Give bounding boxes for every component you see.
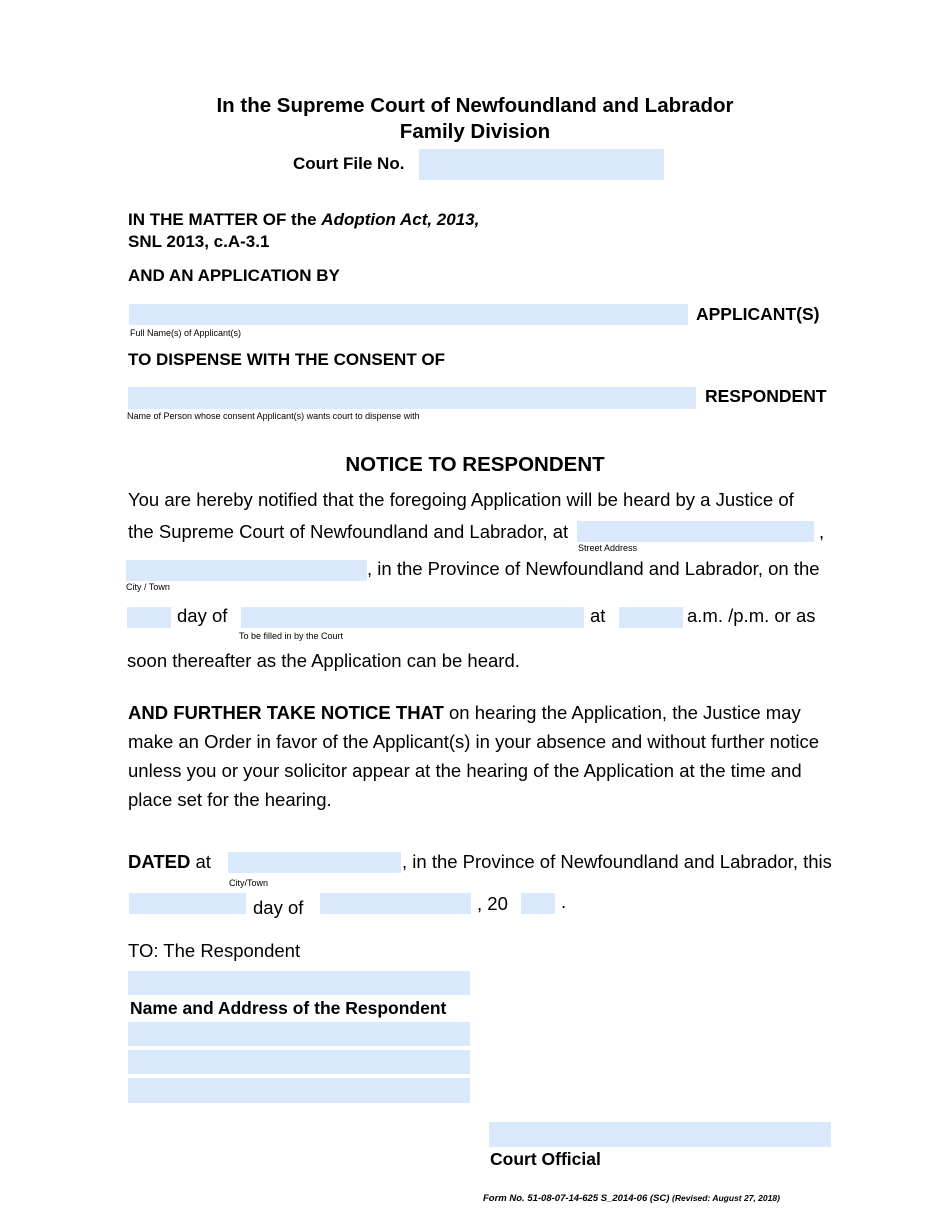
dated-at: at bbox=[190, 851, 211, 872]
dated-month-field[interactable] bbox=[320, 893, 471, 914]
notice-at: at bbox=[590, 605, 606, 626]
applicants-caption: Full Name(s) of Applicant(s) bbox=[130, 328, 242, 338]
court-title: In the Supreme Court of Newfoundland and Labrador bbox=[216, 94, 734, 117]
court-file-number-field[interactable] bbox=[419, 149, 664, 180]
further-line-3: unless you or your solicitor appear at the hearing of the Application at the time and bbox=[128, 760, 802, 781]
notice-day-of: day of bbox=[177, 605, 228, 626]
further-line-1 bbox=[128, 702, 801, 724]
street-address-field[interactable] bbox=[577, 521, 814, 542]
respondent-name-field[interactable] bbox=[128, 387, 696, 409]
application-by-heading: AND AN APPLICATION BY bbox=[128, 266, 340, 285]
matter-line bbox=[128, 210, 479, 230]
act-citation: SNL 2013, c.A-3.1 bbox=[128, 232, 270, 251]
city-town-field[interactable] bbox=[126, 560, 367, 581]
respondent-name-address-field[interactable] bbox=[128, 971, 470, 995]
applicant-names-field[interactable] bbox=[129, 304, 688, 325]
name-address-label: Name and Address of the Respondent bbox=[130, 998, 447, 1018]
matter-prefix: IN THE MATTER OF the bbox=[128, 210, 317, 229]
hearing-month-field[interactable] bbox=[241, 607, 584, 628]
court-file-label: Court File No. bbox=[293, 154, 405, 173]
respondent-caption: Name of Person whose consent Applicant(s) wants court to dispense with bbox=[127, 411, 420, 421]
hearing-time-field[interactable] bbox=[619, 607, 683, 628]
respondent-address-line-2[interactable] bbox=[128, 1050, 470, 1074]
street-address-caption: Street Address bbox=[578, 543, 638, 553]
further-line-1-rest: on hearing the Application, the Justice may bbox=[443, 702, 801, 723]
dated-year-field[interactable] bbox=[521, 893, 555, 914]
respondent-address-line-3[interactable] bbox=[128, 1078, 470, 1103]
notice-title: NOTICE TO RESPONDENT bbox=[345, 453, 605, 476]
dated-bold: DATED bbox=[128, 851, 191, 872]
act-name: Adoption Act, 2013, bbox=[321, 210, 480, 229]
respondent-address-line-1[interactable] bbox=[128, 1022, 470, 1046]
notice-line-3: , in the Province of Newfoundland and Labrador, on the bbox=[367, 558, 820, 579]
to-respondent-line: TO: The Respondent bbox=[128, 940, 301, 961]
dispense-heading: TO DISPENSE WITH THE CONSENT OF bbox=[128, 350, 446, 369]
notice-line-1: You are hereby notified that the foregoing Application will be heard by a Justice of bbox=[128, 489, 794, 510]
further-line-2: make an Order in favor of the Applicant(s) in your absence and without further notice bbox=[128, 731, 820, 752]
further-lead: AND FURTHER TAKE NOTICE THAT bbox=[128, 702, 444, 723]
revised-date: (Revised: August 27, 2018) bbox=[672, 1193, 780, 1203]
notice-comma: , bbox=[819, 521, 825, 542]
further-line-4: place set for the hearing. bbox=[128, 789, 332, 810]
respondent-label: RESPONDENT bbox=[705, 386, 827, 406]
court-official-signature-field[interactable] bbox=[489, 1122, 831, 1147]
dated-rest: , in the Province of Newfoundland and Labrador, this bbox=[402, 851, 832, 872]
hearing-day-field[interactable] bbox=[127, 607, 171, 628]
dated-day-field[interactable] bbox=[129, 893, 246, 914]
form-number: Form No. 51-08-07-14-625 S_2014-06 (SC) bbox=[483, 1193, 670, 1204]
city-town-caption: City / Town bbox=[126, 582, 170, 592]
dated-day-of: day of bbox=[253, 897, 304, 918]
dated-period: . bbox=[561, 891, 567, 912]
dated-year-prefix: , 20 bbox=[477, 893, 508, 914]
notice-line-5: soon thereafter as the Application can be heard. bbox=[127, 650, 520, 671]
notice-line-2: the Supreme Court of Newfoundland and Labrador, at bbox=[128, 521, 569, 542]
applicants-label: APPLICANT(S) bbox=[696, 304, 820, 324]
dated-city-caption: City/Town bbox=[229, 878, 269, 888]
dated-city-field[interactable] bbox=[228, 852, 401, 873]
dated-lead bbox=[128, 851, 211, 873]
court-fill-caption: To be filled in by the Court bbox=[239, 631, 344, 641]
court-official-label: Court Official bbox=[490, 1149, 601, 1169]
form-footer bbox=[483, 1193, 780, 1204]
notice-ampm: a.m. /p.m. or as bbox=[687, 605, 816, 626]
division-title: Family Division bbox=[399, 120, 551, 143]
